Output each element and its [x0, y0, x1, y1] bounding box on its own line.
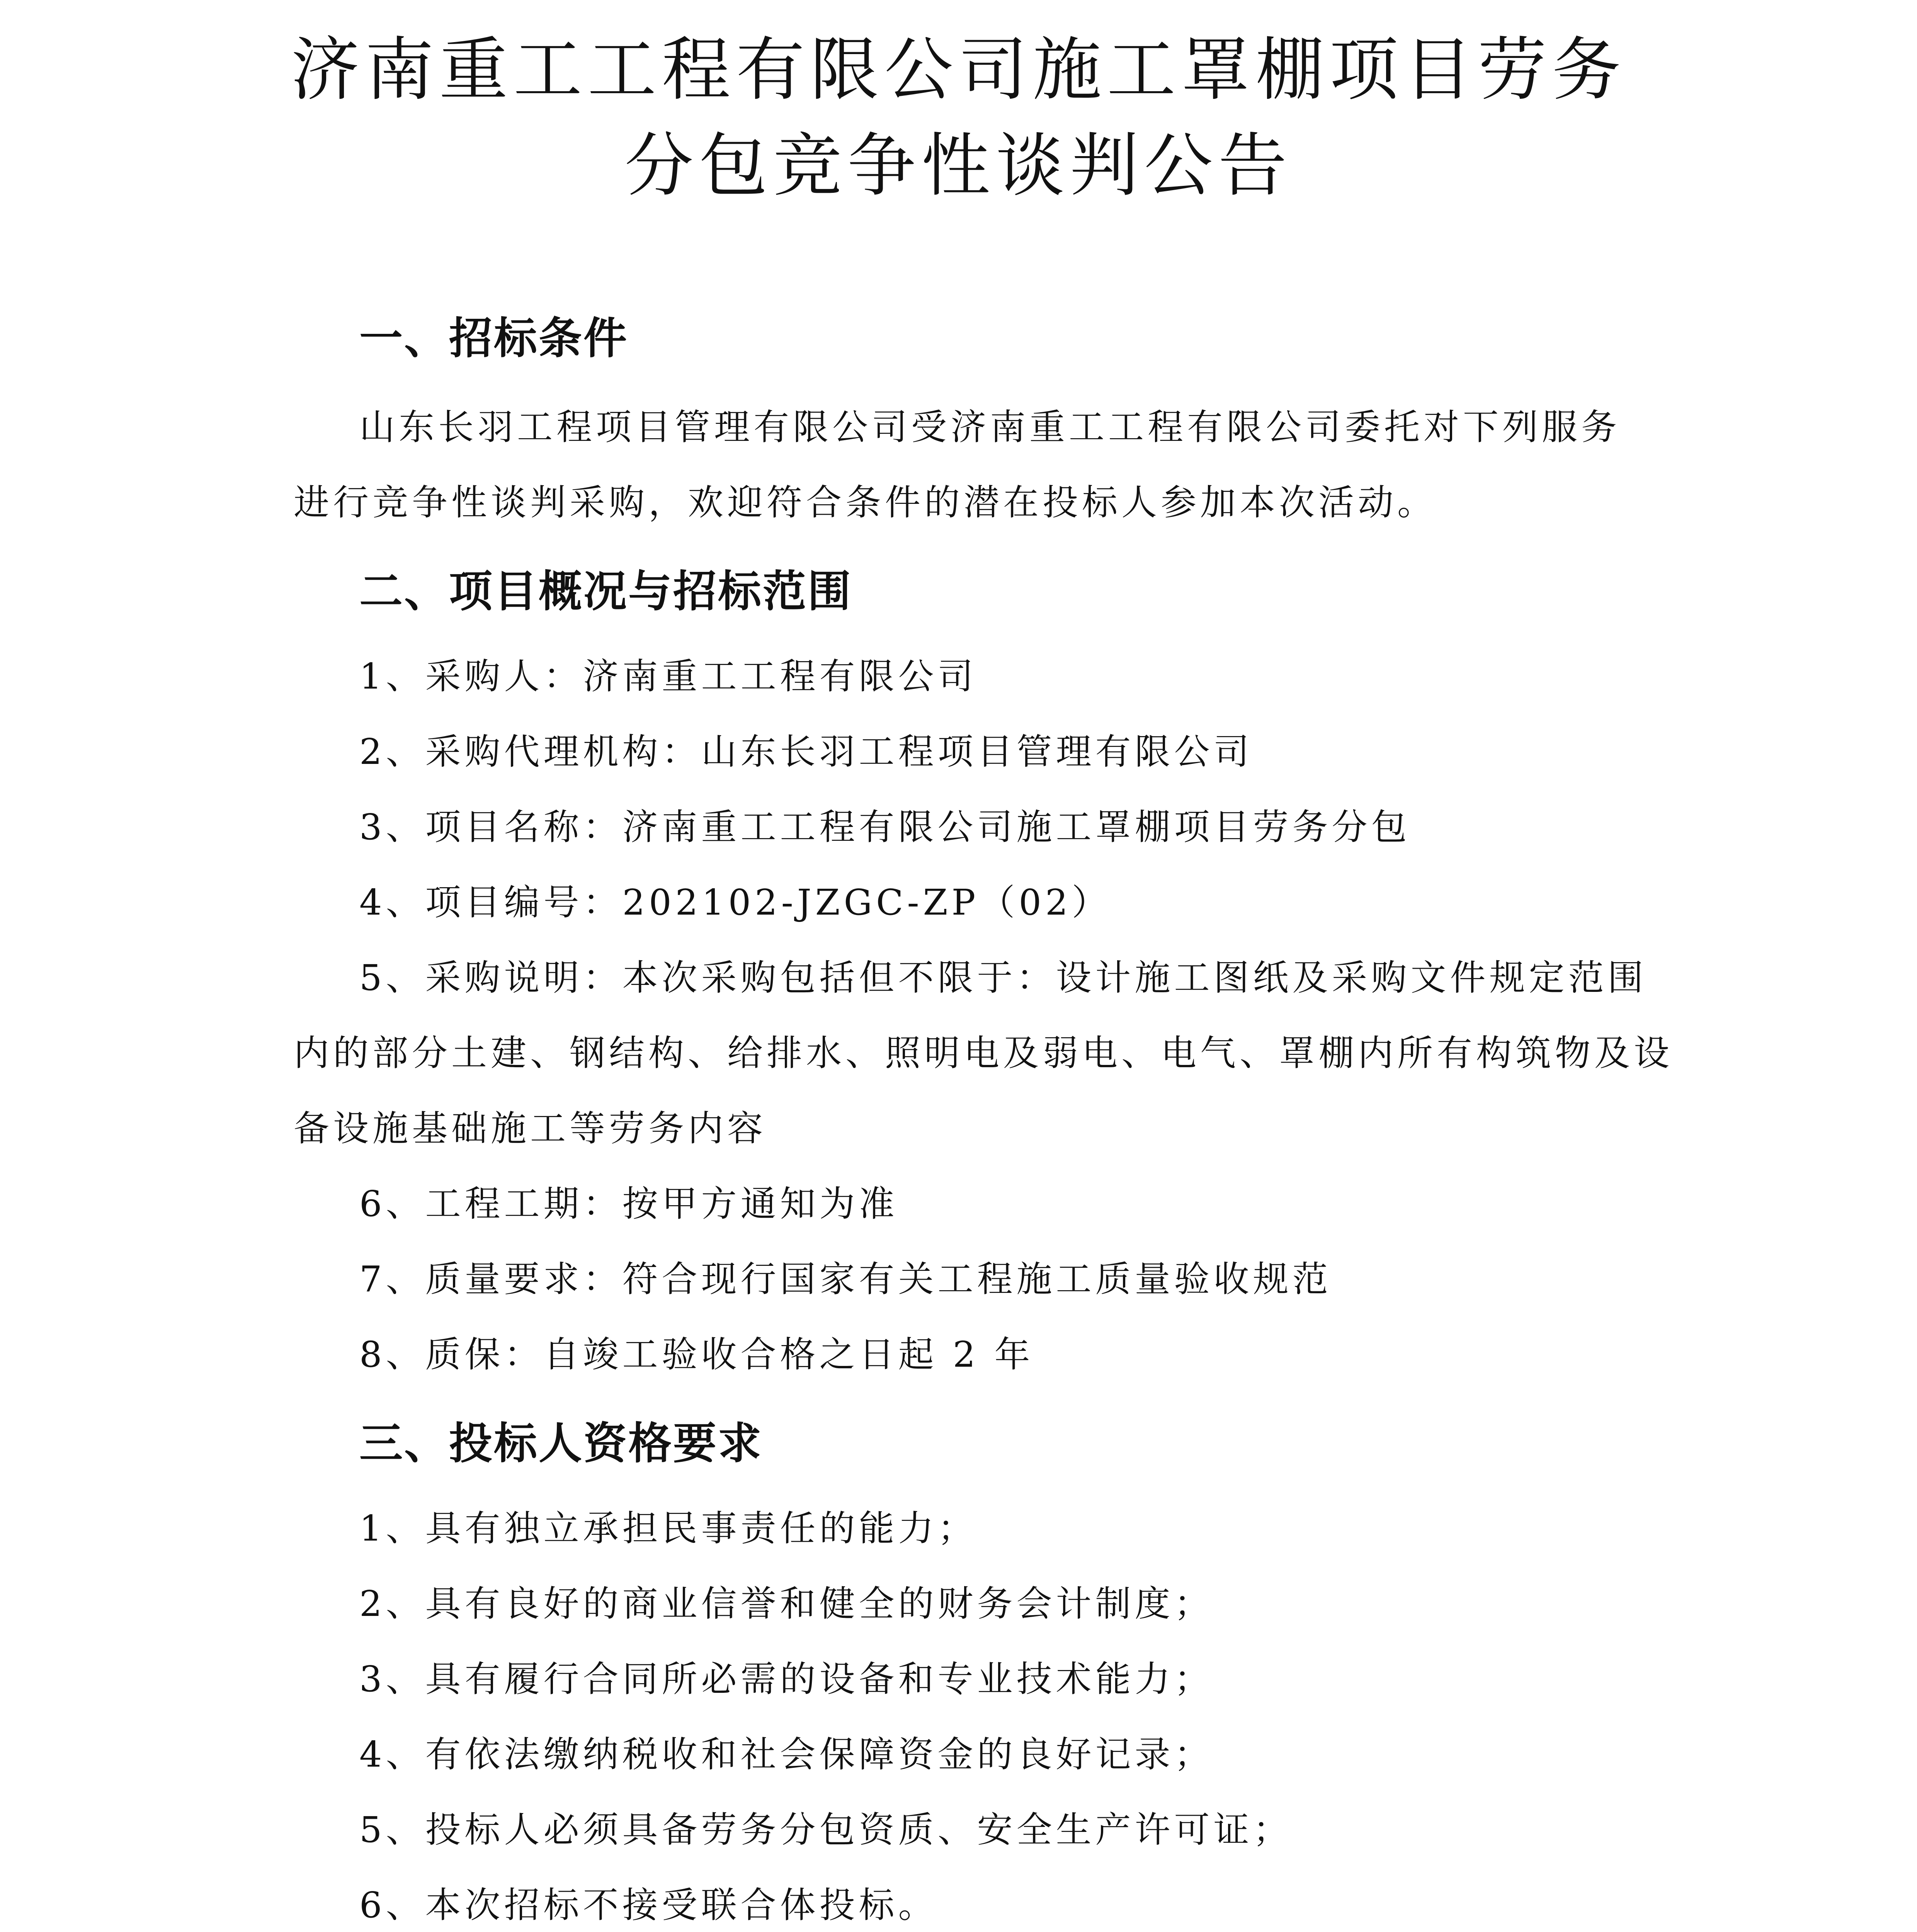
section-2-item-5-line-1: 5、采购说明：本次采购包括但不限于：设计施工图纸及采购文件规定范围	[359, 957, 1647, 998]
section-3-item-3: 3、具有履行合同所必需的设备和专业技术能力；	[359, 1658, 1214, 1700]
section-3-heading: 三、投标人资格要求	[359, 1418, 763, 1469]
section-1-paragraph-line-2: 进行竞争性谈判采购，欢迎符合条件的潜在投标人参加本次活动。	[294, 482, 1437, 523]
document-title-line-1: 济南重工工程有限公司施工罩棚项目劳务	[291, 30, 1626, 110]
section-2-item-2: 2、采购代理机构：山东长羽工程项目管理有限公司	[359, 731, 1253, 772]
section-2-item-1: 1、采购人：济南重工工程有限公司	[359, 656, 977, 697]
section-2-item-5-line-2: 内的部分土建、钢结构、给排水、照明电及弱电、电气、罩棚内所有构筑物及设	[294, 1032, 1674, 1074]
section-3-item-4: 4、有依法缴纳税收和社会保障资金的良好记录；	[359, 1734, 1214, 1775]
section-2-item-4: 4、项目编号：202102-JZGC-ZP（02）	[359, 882, 1111, 923]
section-1-heading: 一、招标条件	[359, 313, 628, 364]
section-3-item-1: 1、具有独立承担民事责任的能力；	[359, 1508, 977, 1549]
section-2-heading: 二、项目概况与招标范围	[359, 566, 852, 617]
section-2-item-8: 8、质保：自竣工验收合格之日起 2 年	[359, 1334, 1034, 1375]
section-2-item-6: 6、工程工期：按甲方通知为准	[359, 1183, 898, 1225]
section-3-item-5: 5、投标人必须具备劳务分包资质、安全生产许可证；	[359, 1809, 1293, 1850]
section-3-item-6: 6、本次招标不接受联合体投标。	[359, 1884, 938, 1926]
section-2-item-5-line-3: 备设施基础施工等劳务内容	[294, 1108, 767, 1149]
section-2-item-3: 3、项目名称：济南重工工程有限公司施工罩棚项目劳务分包	[359, 806, 1411, 848]
section-2-item-7: 7、质量要求：符合现行国家有关工程施工质量验收规范	[359, 1259, 1332, 1300]
section-3-item-2: 2、具有良好的商业信誉和健全的财务会计制度；	[359, 1583, 1214, 1624]
section-1-paragraph-line-1: 山东长羽工程项目管理有限公司受济南重工工程有限公司委托对下列服务	[359, 406, 1621, 448]
document-title-line-2: 分包竞争性谈判公告	[624, 126, 1293, 206]
